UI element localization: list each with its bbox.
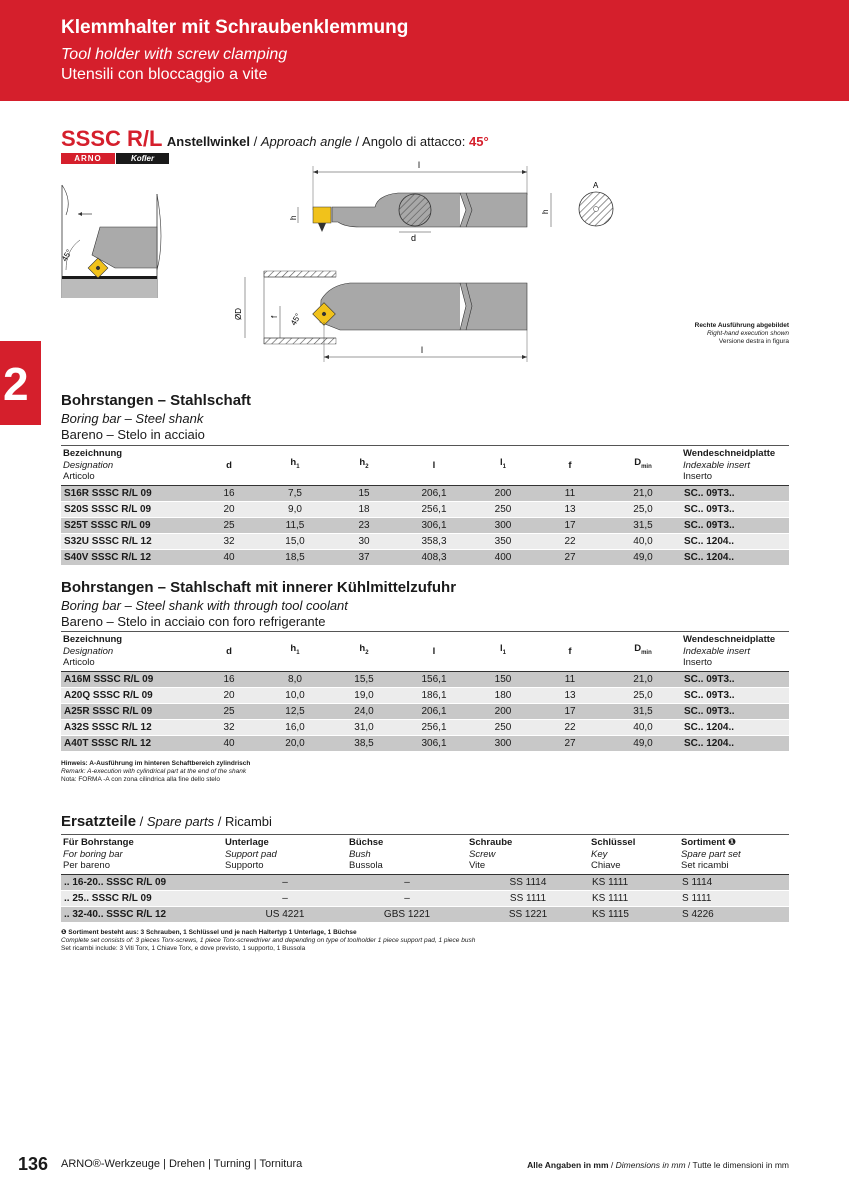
product-title xyxy=(61,126,489,152)
col-l1: $l_1$ xyxy=(500,457,506,470)
col-key: Schlüssel Key Chiave xyxy=(591,837,636,871)
section-a-label: A xyxy=(593,181,599,190)
col-h2: $h_2$ xyxy=(359,457,369,470)
remark-it: Nota: FORMA -A con zona cilindrica alla fine dello stelo xyxy=(61,776,220,783)
product-code: SSSC R/L xyxy=(61,126,163,151)
table-header xyxy=(61,632,789,672)
dim-h2: h xyxy=(541,209,550,214)
dim-l: l xyxy=(418,160,420,170)
spare-set-note xyxy=(61,929,475,953)
table-spare-parts xyxy=(61,834,789,923)
top-view xyxy=(289,160,613,243)
chapter-number: 2 xyxy=(3,358,29,410)
section2-title xyxy=(61,579,456,629)
col-h2: $h_2$ xyxy=(359,643,369,656)
table-row: S32U SSSC R/L 12 32 15,0 30 358,3 350 22 40,0 SC.. 1204.. xyxy=(61,533,789,549)
col-l: l xyxy=(432,459,436,471)
table-coolant-shank xyxy=(61,631,789,752)
section1-title-it: Bareno – Stelo in acciaio xyxy=(61,427,205,442)
table-row: .. 16-20.. SSSC R/L 09 – – SS 1114 KS 1111 S 1114 xyxy=(61,874,789,890)
footnote-marker-icon: ❶ xyxy=(727,837,737,848)
col-spare-set: Sortiment ❶ Spare part set Set ricambi xyxy=(681,837,741,871)
angle-label-it: Angolo di attacco: xyxy=(362,134,466,149)
workpiece-sketch xyxy=(60,185,161,298)
spare-note-it: Set ricambi include: 3 Viti Torx, 1 Chiave Torx, e dove previsto, 1 supporto, 1 Bussola xyxy=(61,945,306,952)
spare-title-de: Ersatzteile xyxy=(61,813,137,830)
table-header xyxy=(61,835,789,875)
section2-title-it: Bareno – Stelo in acciaio con foro refrigerante xyxy=(61,614,326,629)
page-footer xyxy=(18,1154,789,1174)
angle-value: 45° xyxy=(469,134,489,149)
col-d: d xyxy=(226,645,232,657)
kofler-logo: Kofler xyxy=(116,153,169,164)
header-title-it: Utensili con bloccaggio a vite xyxy=(61,66,268,83)
table-row: S40V SSSC R/L 12 40 18,5 37 408,3 400 27 49,0 SC.. 1204.. xyxy=(61,549,789,565)
execution-note-de: Rechte Ausführung abgebildet xyxy=(694,322,789,329)
page-header xyxy=(0,0,849,101)
col-h1: $h_1$ xyxy=(290,643,300,656)
section1-title-en: Boring bar – Steel shank xyxy=(61,411,204,426)
col-designation: Bezeichnung Designation Articolo xyxy=(63,448,123,482)
approach-angle-line: Anstellwinkel / Approach angle / Angolo di attacco: 45° xyxy=(166,134,489,149)
col-designation: Bezeichnung Designation Articolo xyxy=(63,634,123,668)
col-insert: Wendeschneidplatte Indexable insert Inserto xyxy=(683,634,776,668)
dim-h1: h xyxy=(289,215,298,220)
col-l: l xyxy=(432,645,436,657)
spare-title-en: Spare parts xyxy=(146,814,215,829)
execution-note xyxy=(695,322,789,346)
remark-de: Hinweis: A-Ausführung im hinteren Schaftbereich zylindrisch xyxy=(61,760,251,767)
section1-title-de: Bohrstangen – Stahlschaft xyxy=(61,392,252,409)
col-h1: $h_1$ xyxy=(290,457,300,470)
dim-f: f xyxy=(270,315,279,318)
col-f: f xyxy=(568,645,572,657)
table-row: S16R SSSC R/L 09 16 7,5 15 206,1 200 11 21,0 SC.. 09T3.. xyxy=(61,485,789,501)
section2-title-en: Boring bar – Steel shank with through tool coolant xyxy=(61,598,348,613)
table-row: A40T SSSC R/L 12 40 20,0 38,5 306,1 300 27 49,0 SC.. 1204.. xyxy=(61,735,789,751)
table-steel-shank xyxy=(61,445,789,566)
table-row: .. 32-40.. SSSC R/L 12 US 4221 GBS 1221 SS 1221 KS 1115 S 4226 xyxy=(61,906,789,922)
col-support-pad: Unterlage Support pad Supporto xyxy=(225,837,277,871)
angle-label-left: 45° xyxy=(59,248,74,263)
dim-d: d xyxy=(411,233,417,243)
header-title-en: Tool holder with screw clamping xyxy=(61,46,288,63)
header-title-de: Klemmhalter mit Schraubenklemmung xyxy=(61,17,409,38)
spare-parts-title: Ersatzteile / Spare parts / Ricambi xyxy=(61,813,272,830)
angle-label-en: Approach angle xyxy=(260,134,352,149)
table-row: .. 25.. SSSC R/L 09 – – SS 1111 KS 1111 S 1111 xyxy=(61,890,789,906)
spare-note-de: ❶ Sortiment besteht aus: 3 Schrauben, 1 Schlüssel und je nach Haltertyp 1 Unterlage, 1 Büchse xyxy=(61,929,357,936)
spare-title-it: Ricambi xyxy=(224,814,272,829)
table-row: A32S SSSC R/L 12 32 16,0 31,0 256,1 250 22 40,0 SC.. 1204.. xyxy=(61,719,789,735)
page-number: 136 xyxy=(18,1154,49,1174)
section1-title xyxy=(61,392,251,442)
footer-breadcrumb: ARNO®-Werkzeuge | Drehen | Turning | Tornitura xyxy=(61,1158,303,1170)
col-l1: $l_1$ xyxy=(500,643,506,656)
col-d: d xyxy=(226,459,232,471)
remark-en: Remark: A-execution with cylindrical part at the end of the shank xyxy=(61,768,247,775)
table-row: A20Q SSSC R/L 09 20 10,0 19,0 186,1 180 13 25,0 SC.. 09T3.. xyxy=(61,687,789,703)
remark-note xyxy=(61,760,250,784)
section2-title-de: Bohrstangen – Stahlschaft mit innerer Kühlmittelzufuhr xyxy=(61,579,457,596)
execution-note-en: Right-hand execution shown xyxy=(706,330,789,337)
arno-logo: ARNO xyxy=(61,153,115,164)
dim-dmin: ØD xyxy=(234,308,243,320)
col-bush: Büchse Bush Bussola xyxy=(349,837,384,871)
footer-units: Alle Angaben in mm / Dimensions in mm / Tutte le dimensioni in mm xyxy=(527,1160,789,1170)
col-dmin: $D_{min}$ xyxy=(634,457,652,470)
table-row: A25R SSSC R/L 09 25 12,5 24,0 206,1 200 17 31,5 SC.. 09T3.. xyxy=(61,703,789,719)
col-dmin: $D_{min}$ xyxy=(634,643,652,656)
side-view xyxy=(234,271,527,362)
col-boring-bar: Für Bohrstange For boring bar Per bareno xyxy=(63,837,134,871)
table-row: S20S SSSC R/L 09 20 9,0 18 256,1 250 13 25,0 SC.. 09T3.. xyxy=(61,501,789,517)
dim-l1: l xyxy=(421,345,423,355)
col-insert: Wendeschneidplatte Indexable insert Inserto xyxy=(683,448,776,482)
spare-note-en: Complete set consists of: 3 pieces Torx-screws, 1 piece Torx-screwdriver and depending on type of toolholder 1 piece support pad, 1 piece bush xyxy=(61,937,476,944)
table-header xyxy=(61,446,789,486)
execution-note-it: Versione destra in figura xyxy=(718,338,789,345)
angle-label-side: 45° xyxy=(288,312,303,327)
col-screw: Schraube Screw Vite xyxy=(469,837,513,871)
table-row: S25T SSSC R/L 09 25 11,5 23 306,1 300 17 31,5 SC.. 09T3.. xyxy=(61,517,789,533)
angle-label-de: Anstellwinkel xyxy=(166,134,250,149)
table-row: A16M SSSC R/L 09 16 8,0 15,5 156,1 150 11 21,0 SC.. 09T3.. xyxy=(61,671,789,687)
col-f: f xyxy=(568,459,572,471)
